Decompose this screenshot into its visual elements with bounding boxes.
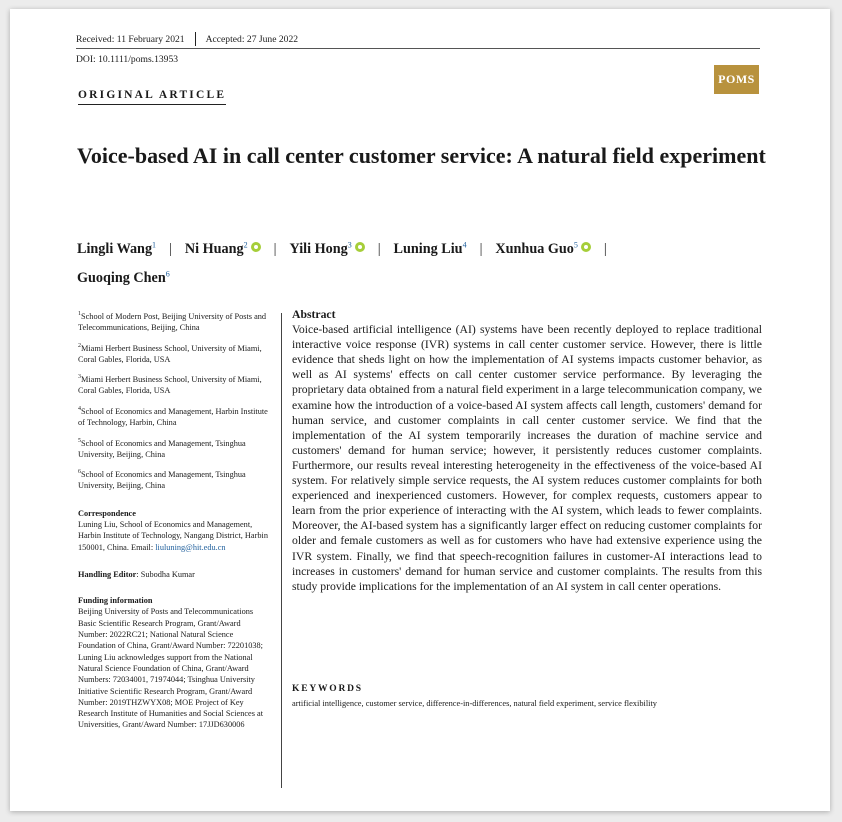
header-rule <box>76 48 760 49</box>
author-affiliation-number: 4 <box>462 240 467 249</box>
article-type: ORIGINAL ARTICLE <box>78 89 226 105</box>
affiliation <box>78 436 268 460</box>
date-divider <box>195 32 196 46</box>
correspondence-heading: Correspondence <box>78 508 136 518</box>
accepted-date: Accepted: 27 June 2022 <box>205 33 299 45</box>
affiliation-text: Miami Herbert Business School, University of Miami, Coral Gables, Florida, USA <box>78 375 262 396</box>
keywords-text: artificial intelligence, customer service, difference-in-differences, natural field experiment, service flexibility <box>292 699 657 708</box>
correspondence-text: Luning Liu, School of Economics and Management, Harbin Institute of Technology, Nangang District, Harbin 150001, China. <box>78 519 268 552</box>
correspondence-block <box>78 508 268 553</box>
received-date: Received: 11 February 2021 <box>76 33 185 45</box>
author-affiliation-number: 3 <box>347 240 352 249</box>
affiliation-number: 2 <box>78 342 81 349</box>
handling-editor-name: : Subodha Kumar <box>136 569 195 579</box>
affiliation-text: School of Economics and Management, Tsinghua University, Beijing, China <box>78 470 246 491</box>
author-item[interactable] <box>289 241 364 257</box>
funding-block <box>78 595 268 731</box>
affiliation-text: School of Economics and Management, Tsinghua University, Beijing, China <box>78 438 246 459</box>
abstract-block <box>292 307 762 594</box>
abstract-text: Voice-based artificial intelligence (AI) systems have been recently deployed to replace traditional interactive voice response (IVR) systems in call center customer service. However, there is little evidence that sheds light on how the implementation of AI systems impacts customer behavior, as well as AI systems' effects on call center customer service performance. By leveraging the proprietary data obtained from a natural field experiment in a large telecommunication company, we examine how the introduction of a voice-based AI system affects call length, customers' demand for human service, and customer complaints in call center customer service. We find that the implementation of the AI system temporarily increases the duration of machine service and customers' demand for human service; however, it persistently reduces customer complaints. Furthermore, our results reveal interesting heterogeneity in the effectiveness of the voice-based AI system. For relatively simple service requests, the AI system reduces customer complaints for both experienced and inexperienced customers. However, for complex requests, customers appear to learn from the prior experience of interacting with the AI system, which leads to fewer complaints. Moreover, the AI-based system has a significantly larger effect on reducing customer complaints for older and female customers as well as for customers who have had extensive experience using the IVR system. Finally, we find that speech-recognition failures in customer-AI interactions lead to increases in customers' demand for human service and customer complaints. The results from this study provide implications for the implementation of an AI system in call center operations. <box>292 323 762 593</box>
affiliation-number: 4 <box>78 405 81 412</box>
affiliation <box>78 309 268 333</box>
author-name: Guoqing Chen <box>77 270 166 287</box>
author-affiliation-number: 6 <box>165 269 170 279</box>
author-item[interactable] <box>495 241 590 257</box>
author-item[interactable] <box>77 270 170 286</box>
affiliation <box>78 341 268 365</box>
submission-dates <box>76 32 298 46</box>
author-separator: | <box>169 240 172 257</box>
orcid-icon[interactable] <box>355 242 365 252</box>
keywords-heading: KEYWORDS <box>292 684 363 694</box>
funding-text: Beijing University of Posts and Telecommunications Basic Scientific Research Program, Grant/Award Number: 2022RC21; National Natural Science Foundation of China, Grant/Award Number: 72201038; Luning Liu acknowledges support from the National Natural Science Foundation of China, Grant/Award Numbers: 72034001, 71974044; Tsinghua University Initiative Scientific Research Program, Grant/Award Number: 2019THZWYX08; MOE Project of Key Research Institute of Humanities and Social Sciences at Universities, Grant/Award Number: 17JJD630006 <box>78 607 264 730</box>
author-item[interactable] <box>185 241 261 257</box>
author-item[interactable] <box>394 241 467 257</box>
affiliation-number: 6 <box>78 469 81 476</box>
affiliation-text: Miami Herbert Business School, University of Miami, Coral Gables, Florida, USA <box>78 343 262 364</box>
affiliation <box>78 404 268 428</box>
orcid-icon[interactable] <box>251 242 261 252</box>
email-label: Email: <box>131 542 156 552</box>
affiliation-number: 1 <box>78 311 81 317</box>
orcid-icon[interactable] <box>581 242 591 252</box>
doi[interactable]: DOI: 10.1111/poms.13953 <box>76 54 179 65</box>
author-name: Ni Huang <box>184 240 244 257</box>
email-link[interactable]: liuluning@hit.edu.cn <box>155 542 226 552</box>
affiliation-number: 5 <box>78 437 81 444</box>
author-item[interactable] <box>77 241 156 257</box>
affiliation-number: 3 <box>78 374 81 381</box>
handling-editor-label: Handling Editor <box>78 569 137 579</box>
left-column <box>78 309 268 731</box>
author-affiliation-number: 1 <box>152 240 157 249</box>
affiliation <box>78 467 268 491</box>
paper-title: Voice-based AI in call center customer service: A natural field experiment <box>77 143 766 168</box>
author-separator: | <box>273 240 277 257</box>
affiliation <box>78 372 268 396</box>
author-separator: | <box>603 240 607 257</box>
column-divider <box>281 313 282 788</box>
author-name: Yili Hong <box>289 240 348 257</box>
affiliation-text: School of Economics and Management, Harbin Institute of Technology, Harbin, China <box>78 406 268 428</box>
author-affiliation-number: 5 <box>573 240 578 249</box>
handling-editor <box>78 569 268 580</box>
author-name: Xunhua Guo <box>495 240 574 257</box>
author-separator: | <box>377 240 381 257</box>
author-name: Luning Liu <box>393 240 463 257</box>
paper-page <box>10 9 830 811</box>
affiliation-text: School of Modern Post, Beijing University of Posts and Telecommunications, Beijing, China <box>78 311 267 333</box>
funding-heading: Funding information <box>78 596 153 606</box>
author-affiliation-number: 2 <box>243 240 248 249</box>
author-name: Lingli Wang <box>77 240 153 257</box>
author-separator: | <box>479 240 483 257</box>
abstract-heading: Abstract <box>292 308 336 321</box>
journal-logo: POMS <box>714 65 759 94</box>
author-list <box>77 232 767 291</box>
